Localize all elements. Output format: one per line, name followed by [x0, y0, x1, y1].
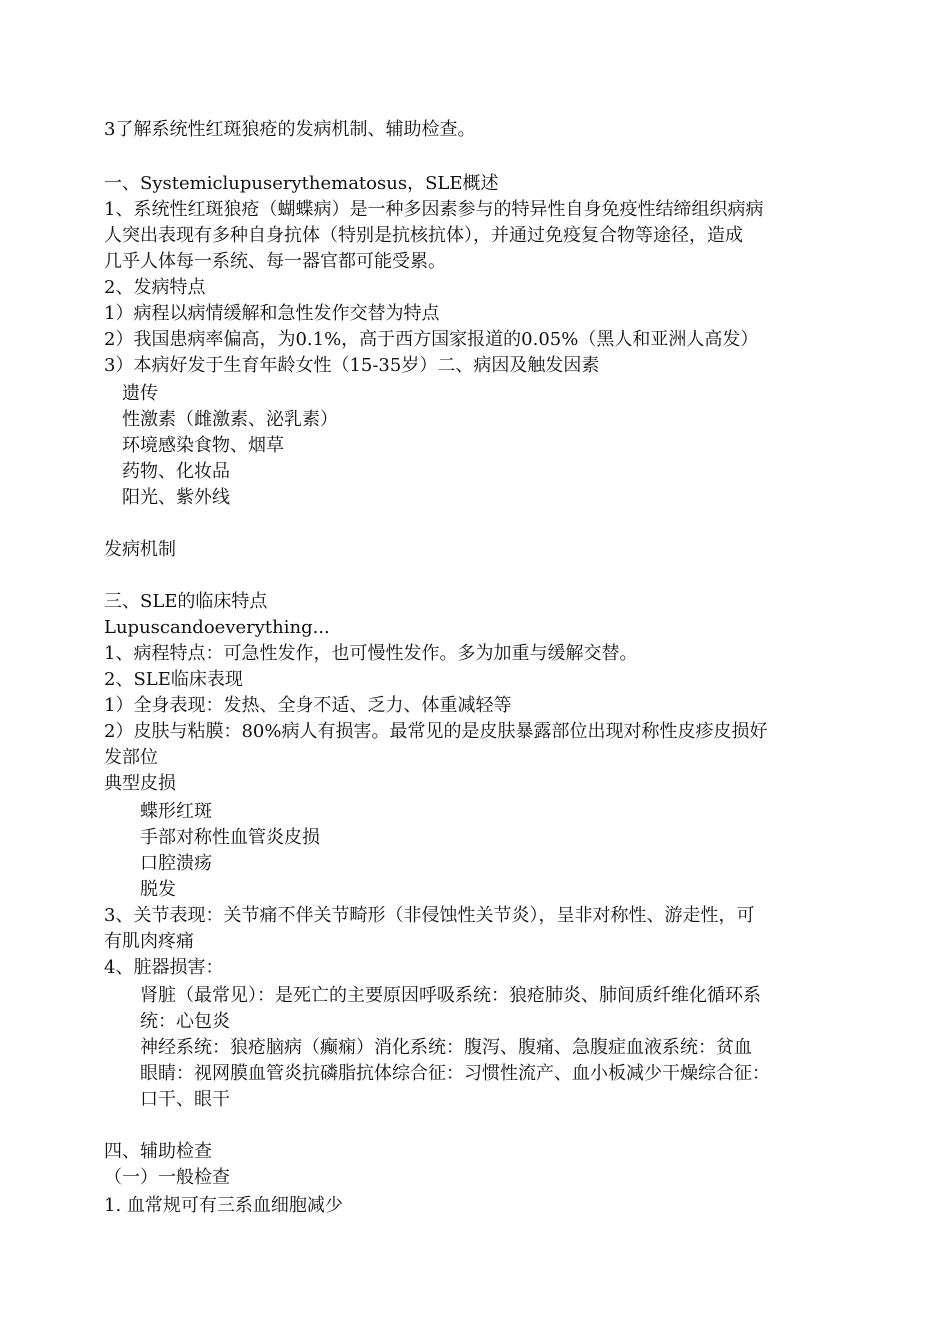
paragraph-line: 几乎人体每一系统、每一器官都可能受累。 — [104, 251, 446, 272]
lesion-item: 口腔溃疡 — [140, 853, 212, 874]
list-item: 2）皮肤与粘膜：80%病人有损害。最常见的是皮肤暴露部位出现对称性皮疹皮损好 — [104, 721, 768, 742]
paragraph-line: 1、系统性红斑狼疮（蝴蝶病）是一种多因素参与的特异性自身免疫性结缔组织病病 — [104, 199, 764, 220]
subheading-line: 2、发病特点 — [104, 277, 206, 298]
section-heading-exams: 四、辅助检查 — [104, 1141, 212, 1162]
subheading-line: 4、脏器损害： — [104, 957, 224, 978]
cause-item: 遗传 — [122, 383, 158, 404]
list-item: 3）本病好发于生育年龄女性（15-35岁）二、病因及触发因素 — [104, 355, 600, 376]
cause-item: 阳光、紫外线 — [122, 487, 230, 508]
list-item: 1）全身表现：发热、全身不适、乏力、体重减轻等 — [104, 695, 512, 716]
organ-item: 口干、眼干 — [140, 1089, 230, 1110]
paragraph-line: Lupuscandoeverything... — [104, 617, 330, 638]
organ-item: 肾脏（最常见）：是死亡的主要原因呼吸系统：狼疮肺炎、肺间质纤维化循环系 — [140, 985, 761, 1006]
section-heading-overview: 一、Systemiclupuserythematosus，SLE概述 — [104, 173, 499, 194]
lesion-item: 手部对称性血管炎皮损 — [140, 827, 320, 848]
paragraph-line: 发部位 — [104, 747, 158, 768]
organ-item: 统：心包炎 — [140, 1011, 230, 1032]
lesion-item: 脱发 — [140, 879, 176, 900]
organ-item: 神经系统：狼疮脑病（癫痫）消化系统：腹泻、腹痛、急腹症血液系统：贫血 — [140, 1037, 752, 1058]
objective-line: 3了解系统性红斑狼疮的发病机制、辅助检查。 — [104, 119, 476, 140]
section-heading-pathogenesis: 发病机制 — [104, 539, 176, 560]
list-item: 1）病程以病情缓解和急性发作交替为特点 — [104, 303, 440, 324]
cause-item: 环境感染食物、烟草 — [122, 435, 284, 456]
list-item: 1、病程特点：可急性发作，也可慢性发作。多为加重与缓解交替。 — [104, 643, 638, 664]
cause-item: 药物、化妆品 — [122, 461, 230, 482]
paragraph-line: 有肌肉疼痛 — [104, 931, 194, 952]
organ-item: 眼睛：视网膜血管炎抗磷脂抗体综合征：习惯性流产、血小板减少干燥综合征： — [140, 1063, 770, 1084]
lesion-item: 蝶形红斑 — [140, 801, 212, 822]
paragraph-line: 人突出表现有多种自身抗体（特别是抗核抗体），并通过免疫复合物等途径，造成 — [104, 225, 743, 246]
section-heading-clinical: 三、SLE的临床特点 — [104, 591, 268, 612]
subheading-line: 2、SLE临床表现 — [104, 669, 243, 690]
list-item: 2）我国患病率偏高，为0.1%，高于西方国家报道的0.05%（黑人和亚洲人高发） — [104, 329, 759, 350]
list-item: 3、关节表现：关节痛不伴关节畸形（非侵蚀性关节炎），呈非对称性、游走性，可 — [104, 905, 755, 926]
subheading-line: 典型皮损 — [104, 773, 176, 794]
list-item: 1. 血常规可有三系血细胞减少 — [104, 1195, 343, 1216]
subheading-line: （一）一般检查 — [104, 1167, 230, 1188]
cause-item: 性激素（雌激素、泌乳素） — [122, 409, 338, 430]
